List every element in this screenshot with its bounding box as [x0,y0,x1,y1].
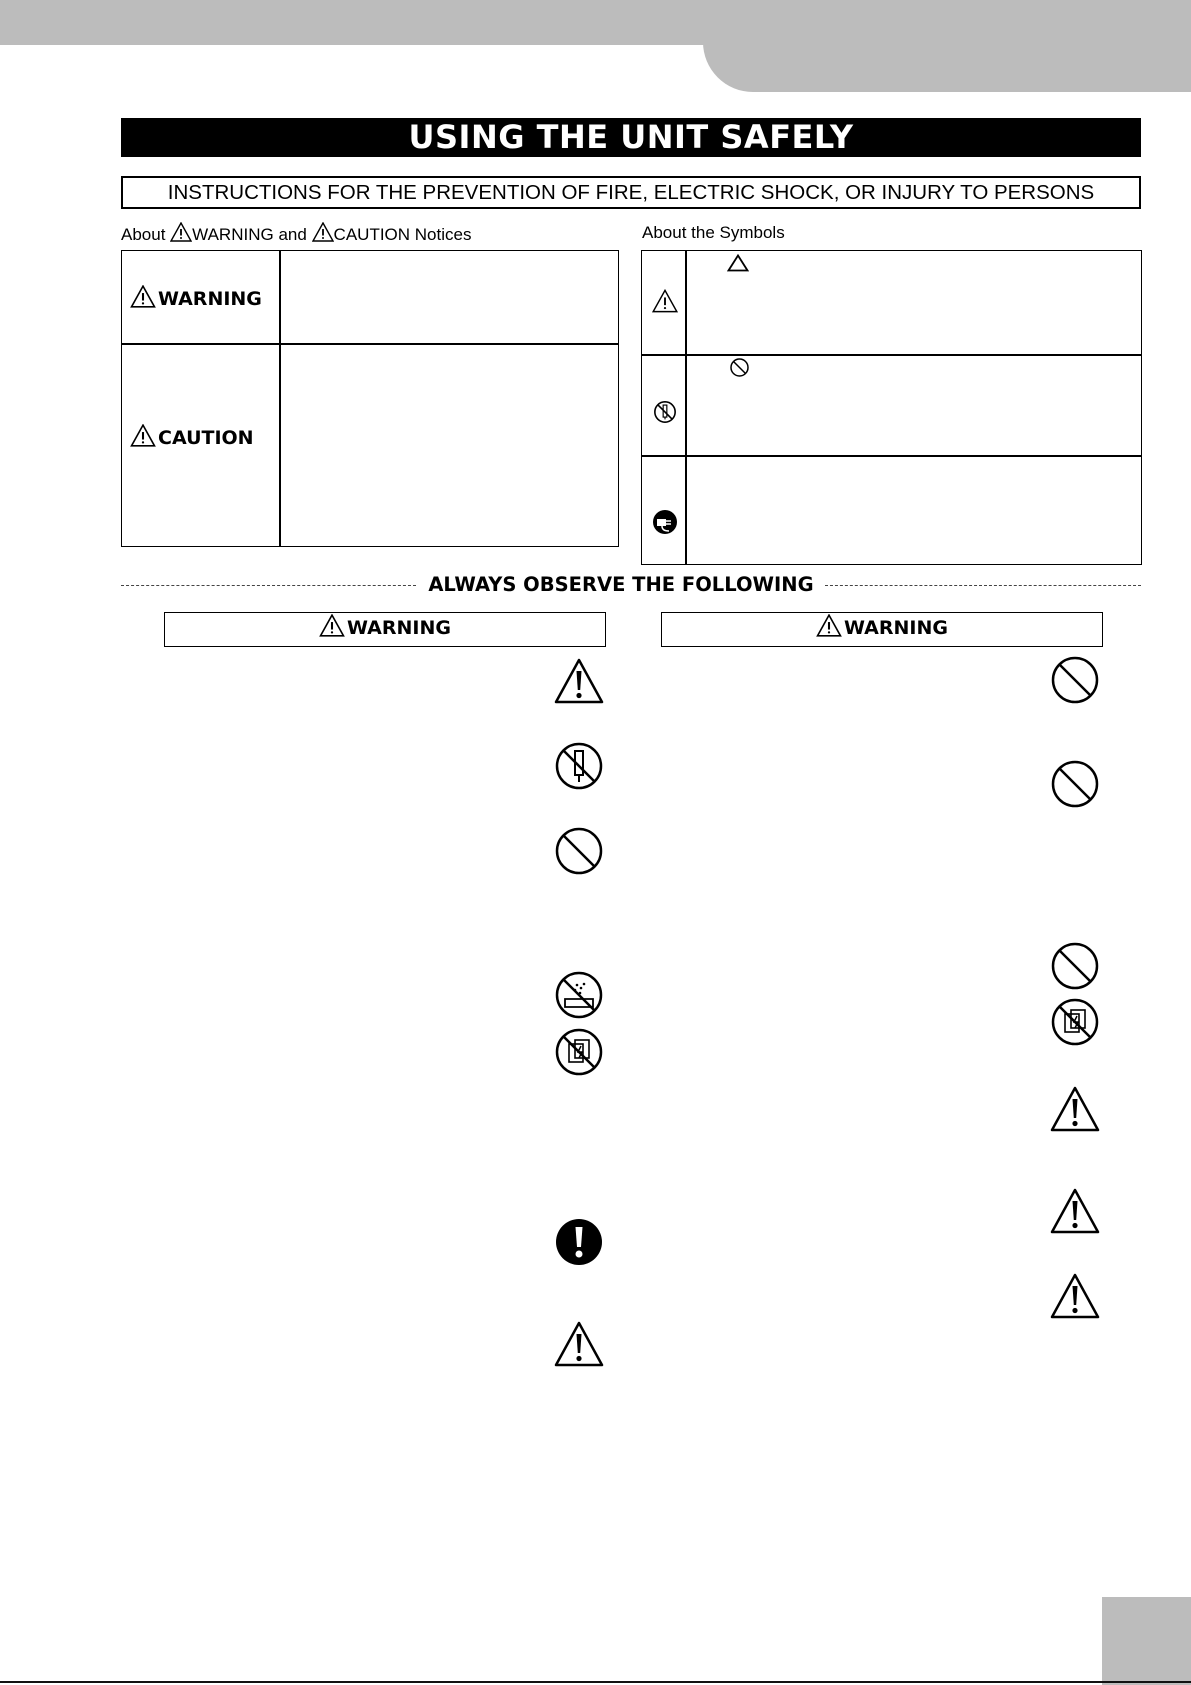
prohibited-icon [1049,758,1101,810]
left-column-header [164,612,606,647]
prohibited-icon [1049,940,1101,992]
left-column-header-text: WARNING [347,617,451,639]
notices-label-and: and [278,225,307,244]
top-gray-tab [703,40,1191,92]
warning-triangle-icon [553,1320,605,1372]
triangle-symbol-icon [727,254,749,272]
symbols-table [641,250,1142,565]
notices-section-label [121,222,471,246]
warning-triangle-icon [1049,1085,1101,1137]
dashed-divider [825,585,1141,586]
page-subtitle: INSTRUCTIONS FOR THE PREVENTION OF FIRE, ELECTRIC SHOCK, OR INJURY TO PERSONS [121,176,1141,209]
table-divider [641,455,1142,457]
bottom-rule [0,1681,1191,1683]
warning-triangle-icon [1049,1272,1101,1324]
notices-label-warning: WARNING [192,225,274,244]
notice-warning-text: WARNING [158,288,262,310]
warning-triangle-icon [170,222,192,242]
no-disassembly-icon [553,740,605,792]
notices-label-caution: CAUTION [333,225,411,244]
warning-triangle-icon [652,289,678,313]
notice-warning-label [130,285,262,310]
warning-triangle-icon [816,614,842,637]
mandatory-icon [553,1216,605,1268]
warning-triangle-icon [312,222,334,242]
unplug-icon [652,509,678,535]
table-divider [685,250,687,565]
notices-label-about: About [121,225,166,244]
notice-caution-label [130,424,254,449]
symbols-section-label: About the Symbols [642,223,785,242]
no-water-icon [553,969,605,1021]
prohibited-symbol-icon [729,357,750,378]
page-corner-tab [1102,1597,1191,1685]
table-divider [641,354,1142,356]
warning-triangle-icon [130,285,156,308]
page-title: USING THE UNIT SAFELY [121,118,1141,157]
right-column-header-text: WARNING [844,617,948,639]
table-divider [279,250,281,547]
no-shock-icon [553,1026,605,1078]
warning-triangle-icon [553,657,605,709]
no-shock-icon [1049,996,1101,1048]
warning-triangle-icon [1049,1187,1101,1239]
dashed-divider [121,585,416,586]
warning-triangle-icon [319,614,345,637]
top-gray-band [0,0,1191,45]
table-divider [121,343,619,345]
warning-triangle-icon [130,424,156,447]
observe-title: ALWAYS OBSERVE THE FOLLOWING [428,573,814,596]
right-column-header [661,612,1103,647]
no-disassembly-icon [653,400,677,424]
notices-label-notices: Notices [414,225,472,244]
notice-caution-text: CAUTION [158,427,254,449]
prohibited-icon [553,825,605,877]
prohibited-icon [1049,654,1101,706]
